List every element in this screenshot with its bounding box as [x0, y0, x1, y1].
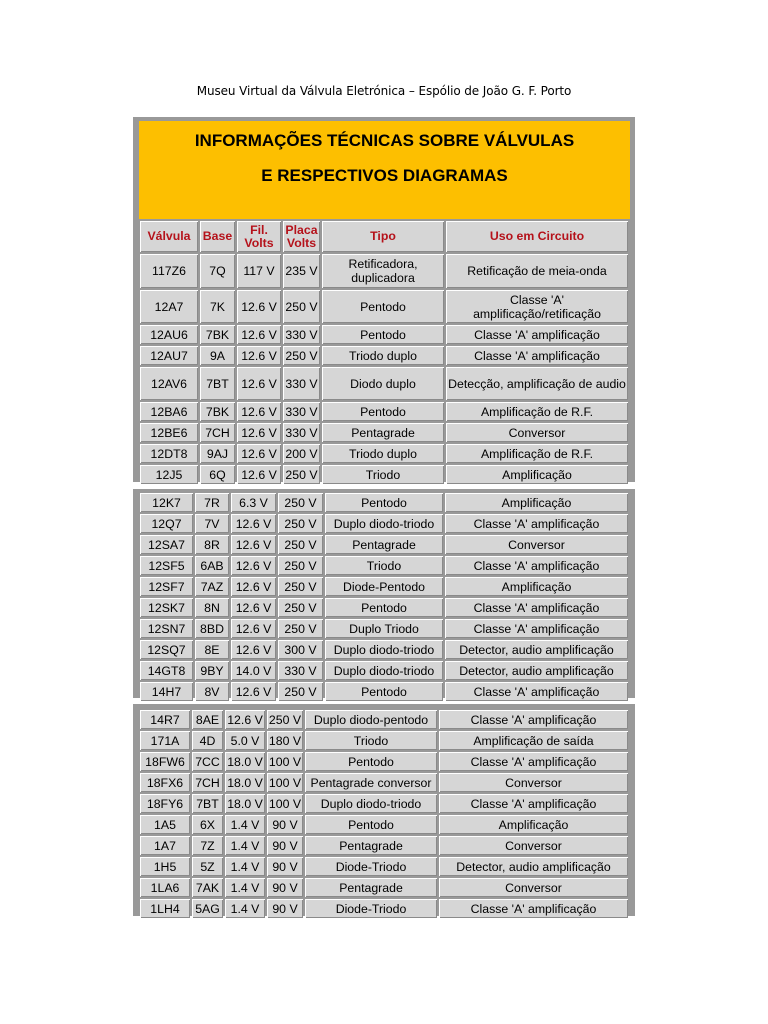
cell-tipo: Pentodo [322, 325, 444, 344]
cell-uso: Classe 'A' amplificação [445, 598, 628, 617]
cell-fil-volts: 18.0 V [225, 794, 265, 813]
column-header-fil-volts [237, 221, 281, 252]
cell-tipo: Diode-Triodo [305, 899, 437, 918]
cell-tipo: Pentagrade [325, 535, 443, 554]
table-row [140, 290, 628, 323]
cell-valvula: 14H7 [140, 682, 193, 701]
cell-base: 7BK [200, 325, 235, 344]
cell-base: 8AE [192, 710, 223, 729]
cell-base: 7V [195, 514, 229, 533]
cell-placa-volts: 90 V [267, 836, 303, 855]
cell-uso: Classe 'A' amplificação [445, 514, 628, 533]
cell-valvula: 171A [140, 731, 190, 750]
cell-base: 7K [200, 290, 235, 323]
cell-uso: Classe 'A' amplificação [439, 899, 628, 918]
cell-uso: Detector, audio amplificação [445, 640, 628, 659]
cell-base: 6AB [195, 556, 229, 575]
cell-tipo: Pentodo [305, 815, 437, 834]
table-row [140, 556, 628, 575]
table-row [140, 465, 628, 484]
cell-placa-volts: 90 V [267, 815, 303, 834]
cell-base: 7CH [192, 773, 223, 792]
cell-tipo: Pentodo [322, 290, 444, 323]
cell-uso: Conversor [439, 878, 628, 897]
cell-fil-volts: 12.6 V [231, 619, 276, 638]
cell-tipo: Triodo [305, 731, 437, 750]
cell-tipo: Pentagrade [322, 423, 444, 442]
cell-base: 9BY [195, 661, 229, 680]
cell-valvula: 14R7 [140, 710, 190, 729]
cell-tipo: Duplo diodo-triodo [305, 794, 437, 813]
cell-base: 7BT [200, 367, 235, 400]
table-row [140, 731, 628, 750]
cell-fil-volts: 12.6 V [231, 514, 276, 533]
table-row [140, 535, 628, 554]
cell-placa-volts: 100 V [267, 794, 303, 813]
cell-valvula: 117Z6 [140, 254, 198, 288]
cell-fil-volts: 5.0 V [225, 731, 265, 750]
table-row [140, 899, 628, 918]
table-row [140, 857, 628, 876]
table-row [140, 346, 628, 365]
cell-valvula: 12AV6 [140, 367, 198, 400]
cell-uso: Classe 'A' amplificação [439, 794, 628, 813]
cell-uso: Amplificação [445, 577, 628, 596]
cell-tipo: Pentagrade conversor [305, 773, 437, 792]
cell-base: 5AG [192, 899, 223, 918]
cell-tipo: Pentodo [325, 493, 443, 512]
cell-fil-volts: 12.6 V [225, 710, 265, 729]
cell-placa-volts: 250 V [267, 710, 303, 729]
title-banner [139, 121, 630, 219]
cell-valvula: 12SK7 [140, 598, 193, 617]
placa-volts-label: Placa Volts [285, 222, 318, 250]
table-row [140, 682, 628, 701]
cell-fil-volts: 1.4 V [225, 836, 265, 855]
cell-uso: Conversor [439, 836, 628, 855]
cell-tipo: Triodo duplo [322, 346, 444, 365]
cell-fil-volts: 12.6 V [237, 402, 281, 421]
cell-placa-volts: 250 V [278, 619, 323, 638]
cell-valvula: 12Q7 [140, 514, 193, 533]
cell-placa-volts: 330 V [278, 661, 323, 680]
cell-fil-volts: 12.6 V [237, 367, 281, 400]
cell-base: 8R [195, 535, 229, 554]
table-row [140, 794, 628, 813]
cell-tipo: Triodo [322, 465, 444, 484]
table-header-row [140, 221, 628, 252]
cell-base: 8E [195, 640, 229, 659]
cell-fil-volts: 18.0 V [225, 752, 265, 771]
cell-tipo: Duplo diodo-triodo [325, 514, 443, 533]
cell-uso: Conversor [439, 773, 628, 792]
cell-fil-volts: 18.0 V [225, 773, 265, 792]
cell-valvula: 12SQ7 [140, 640, 193, 659]
cell-placa-volts: 100 V [267, 773, 303, 792]
cell-uso: Detecção, amplificação de audio [446, 367, 628, 400]
cell-base: 5Z [192, 857, 223, 876]
cell-fil-volts: 1.4 V [225, 857, 265, 876]
fil-volts-label: Fil. Volts [244, 222, 274, 250]
cell-uso: Detector, audio amplificação [445, 661, 628, 680]
cell-valvula: 12J5 [140, 465, 198, 484]
column-header-valvula: Válvula [140, 221, 198, 252]
cell-base: 6Q [200, 465, 235, 484]
cell-fil-volts: 6.3 V [231, 493, 276, 512]
table-row [140, 598, 628, 617]
cell-placa-volts: 250 V [283, 346, 320, 365]
cell-uso: Classe 'A' amplificação [445, 556, 628, 575]
table-2-body [140, 493, 628, 701]
page-caption: Museu Virtual da Válvula Eletrónica – Espólio de João G. F. Porto [196, 84, 572, 98]
valve-table-section-2 [133, 489, 635, 698]
cell-placa-volts: 100 V [267, 752, 303, 771]
cell-uso: Conversor [446, 423, 628, 442]
cell-placa-volts: 90 V [267, 878, 303, 897]
table-1-body [140, 254, 628, 484]
cell-base: 8BD [195, 619, 229, 638]
cell-base: 7CH [200, 423, 235, 442]
cell-fil-volts: 14.0 V [231, 661, 276, 680]
cell-tipo: Duplo diodo-pentodo [305, 710, 437, 729]
cell-tipo: Pentodo [322, 402, 444, 421]
cell-placa-volts: 250 V [278, 682, 323, 701]
valve-table-section-1 [133, 117, 635, 482]
cell-uso: Classe 'A' amplificação [445, 682, 628, 701]
valve-table-1 [138, 219, 630, 486]
cell-tipo: Diodo duplo [322, 367, 444, 400]
valve-table-3 [138, 708, 630, 920]
cell-base: 7AZ [195, 577, 229, 596]
cell-valvula: 12BA6 [140, 402, 198, 421]
cell-placa-volts: 250 V [278, 535, 323, 554]
cell-base: 7AK [192, 878, 223, 897]
column-header-tipo: Tipo [322, 221, 444, 252]
cell-base: 8N [195, 598, 229, 617]
cell-fil-volts: 12.6 V [231, 556, 276, 575]
cell-placa-volts: 250 V [278, 598, 323, 617]
cell-tipo: Diode-Pentodo [325, 577, 443, 596]
cell-valvula: 1A5 [140, 815, 190, 834]
cell-uso: Amplificação de R.F. [446, 444, 628, 463]
cell-placa-volts: 90 V [267, 899, 303, 918]
cell-uso: Classe 'A' amplificação [446, 346, 628, 365]
cell-tipo: Duplo diodo-triodo [325, 661, 443, 680]
cell-valvula: 1H5 [140, 857, 190, 876]
cell-uso: Classe 'A' amplificação [446, 325, 628, 344]
cell-placa-volts: 180 V [267, 731, 303, 750]
cell-placa-volts: 250 V [278, 514, 323, 533]
cell-valvula: 12DT8 [140, 444, 198, 463]
cell-base: 8V [195, 682, 229, 701]
cell-uso: Amplificação [446, 465, 628, 484]
cell-valvula: 12A7 [140, 290, 198, 323]
cell-tipo: Duplo diodo-triodo [325, 640, 443, 659]
cell-uso: Classe 'A' amplificação [439, 752, 628, 771]
cell-placa-volts: 200 V [283, 444, 320, 463]
cell-fil-volts: 1.4 V [225, 878, 265, 897]
cell-base: 4D [192, 731, 223, 750]
cell-valvula: 14GT8 [140, 661, 193, 680]
table-row [140, 514, 628, 533]
table-row [140, 878, 628, 897]
cell-base: 7R [195, 493, 229, 512]
table-row [140, 710, 628, 729]
table-row [140, 493, 628, 512]
cell-tipo: Triodo [325, 556, 443, 575]
table-row [140, 423, 628, 442]
cell-base: 6X [192, 815, 223, 834]
table-row [140, 640, 628, 659]
cell-valvula: 12AU7 [140, 346, 198, 365]
table-row [140, 815, 628, 834]
column-header-base: Base [200, 221, 235, 252]
cell-valvula: 12BE6 [140, 423, 198, 442]
cell-valvula: 18FX6 [140, 773, 190, 792]
cell-valvula: 1LH4 [140, 899, 190, 918]
cell-uso: Classe 'A' amplificação [445, 619, 628, 638]
cell-base: 7BT [192, 794, 223, 813]
cell-uso: Classe 'A' amplificação/retificação [446, 290, 628, 323]
cell-valvula: 12SA7 [140, 535, 193, 554]
cell-fil-volts: 12.6 V [237, 325, 281, 344]
cell-tipo: Pentagrade [305, 836, 437, 855]
table-row [140, 254, 628, 288]
cell-placa-volts: 330 V [283, 325, 320, 344]
cell-fil-volts: 12.6 V [231, 640, 276, 659]
table-row [140, 444, 628, 463]
cell-fil-volts: 1.4 V [225, 899, 265, 918]
cell-fil-volts: 12.6 V [237, 444, 281, 463]
cell-placa-volts: 330 V [283, 367, 320, 400]
cell-valvula: 1LA6 [140, 878, 190, 897]
cell-uso: Amplificação de saída [439, 731, 628, 750]
cell-placa-volts: 300 V [278, 640, 323, 659]
cell-valvula: 12AU6 [140, 325, 198, 344]
cell-valvula: 12SN7 [140, 619, 193, 638]
cell-valvula: 1A7 [140, 836, 190, 855]
valve-table-2 [138, 491, 630, 703]
cell-fil-volts: 117 V [237, 254, 281, 288]
cell-placa-volts: 250 V [283, 465, 320, 484]
cell-uso: Conversor [445, 535, 628, 554]
cell-base: 9A [200, 346, 235, 365]
cell-tipo: Pentodo [305, 752, 437, 771]
cell-fil-volts: 1.4 V [225, 815, 265, 834]
table-row [140, 367, 628, 400]
table-row [140, 325, 628, 344]
cell-tipo: Diode-Triodo [305, 857, 437, 876]
cell-base: 9AJ [200, 444, 235, 463]
table-row [140, 836, 628, 855]
cell-valvula: 12K7 [140, 493, 193, 512]
cell-valvula: 12SF5 [140, 556, 193, 575]
cell-tipo: Triodo duplo [322, 444, 444, 463]
column-header-uso: Uso em Circuito [446, 221, 628, 252]
cell-fil-volts: 12.6 V [237, 423, 281, 442]
cell-fil-volts: 12.6 V [231, 577, 276, 596]
cell-valvula: 18FY6 [140, 794, 190, 813]
table-3-body [140, 710, 628, 918]
cell-fil-volts: 12.6 V [231, 535, 276, 554]
cell-fil-volts: 12.6 V [231, 598, 276, 617]
cell-tipo: Pentodo [325, 682, 443, 701]
table-row [140, 577, 628, 596]
cell-base: 7Q [200, 254, 235, 288]
cell-valvula: 12SF7 [140, 577, 193, 596]
cell-placa-volts: 330 V [283, 402, 320, 421]
cell-placa-volts: 250 V [278, 577, 323, 596]
cell-fil-volts: 12.6 V [237, 465, 281, 484]
cell-uso: Amplificação [439, 815, 628, 834]
cell-tipo: Pentodo [325, 598, 443, 617]
cell-uso: Retificação de meia-onda [446, 254, 628, 288]
title-line-1: INFORMAÇÕES TÉCNICAS SOBRE VÁLVULAS [194, 131, 575, 150]
cell-tipo: Pentagrade [305, 878, 437, 897]
column-header-placa-volts [283, 221, 320, 252]
table-row [140, 402, 628, 421]
cell-placa-volts: 250 V [278, 556, 323, 575]
table-row [140, 619, 628, 638]
cell-fil-volts: 12.6 V [237, 346, 281, 365]
title-line-2: E RESPECTIVOS DIAGRAMAS [261, 166, 508, 185]
cell-valvula: 18FW6 [140, 752, 190, 771]
valve-table-section-3 [133, 704, 635, 916]
cell-uso: Classe 'A' amplificação [439, 710, 628, 729]
cell-base: 7CC [192, 752, 223, 771]
table-row [140, 752, 628, 771]
cell-fil-volts: 12.6 V [237, 290, 281, 323]
table-row [140, 661, 628, 680]
cell-placa-volts: 250 V [278, 493, 323, 512]
cell-tipo: Retificadora, duplicadora [322, 254, 444, 288]
cell-uso: Amplificação [445, 493, 628, 512]
cell-uso: Amplificação de R.F. [446, 402, 628, 421]
cell-placa-volts: 250 V [283, 290, 320, 323]
cell-fil-volts: 12.6 V [231, 682, 276, 701]
table-row [140, 773, 628, 792]
cell-tipo: Duplo Triodo [325, 619, 443, 638]
cell-uso: Detector, audio amplificação [439, 857, 628, 876]
cell-base: 7Z [192, 836, 223, 855]
cell-base: 7BK [200, 402, 235, 421]
cell-placa-volts: 90 V [267, 857, 303, 876]
cell-placa-volts: 330 V [283, 423, 320, 442]
cell-placa-volts: 235 V [283, 254, 320, 288]
